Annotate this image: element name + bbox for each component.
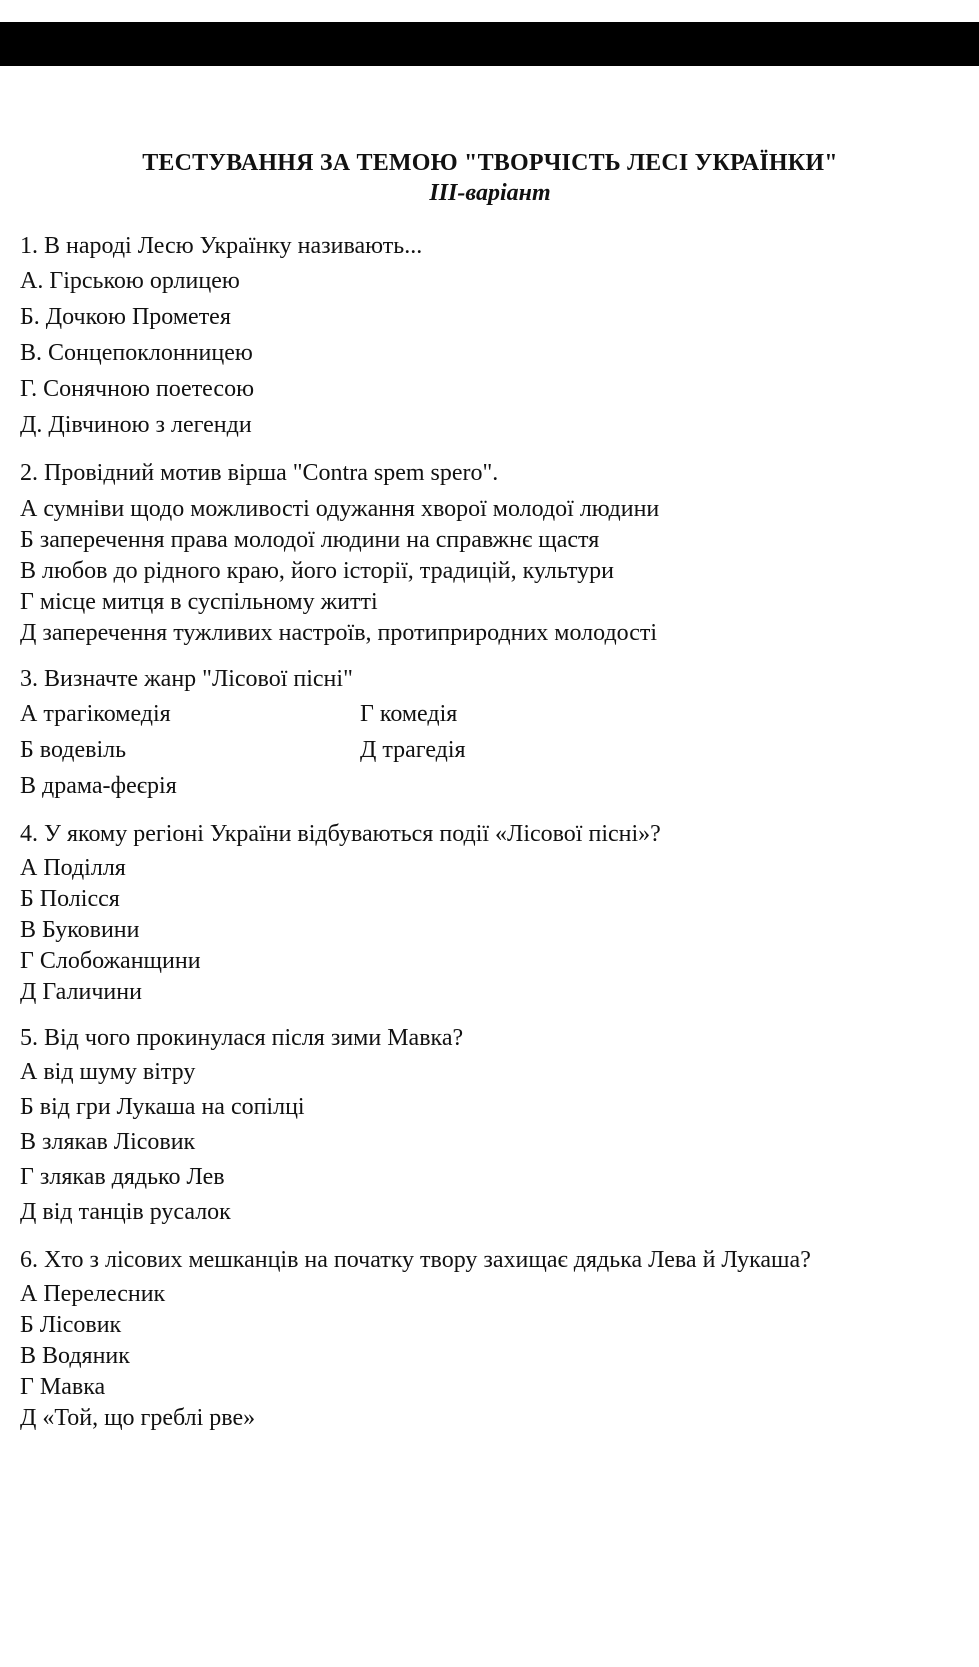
answer-option: Б заперечення права молодої людини на справжнє щастя [20,527,600,553]
answer-option: Г злякав дядько Лев [20,1164,225,1190]
answer-option: Г місце митця в суспільному житті [20,589,378,615]
question-text: 5. Від чого прокинулася після зими Мавка? [20,1025,464,1051]
question-5 [20,1022,960,1230]
answer-option: А від шуму вітру [20,1059,196,1085]
question-text: 2. Провідний мотив вірша "Contra spem spero". [20,460,499,486]
answer-option: Д Галичини [20,979,142,1005]
answer-option: Д заперечення тужливих настроїв, протиприродних молодості [20,620,658,646]
answer-option: А трагікомедія [20,701,171,727]
answer-option: В любов до рідного краю, його історії, традицій, культури [20,558,614,584]
answer-option: А. Гірською орлицею [20,268,240,294]
answer-option: А сумніви щодо можливості одужання хворої молодої людини [20,496,660,522]
answer-option: В злякав Лісовик [20,1129,196,1155]
document-variant: ІІІ-варіант [429,180,551,206]
question-text: 1. В народі Лесю Українку називають... [20,233,423,259]
answer-option: Д. Дівчиною з легенди [20,412,252,438]
answer-option: Д трагедія [360,737,466,763]
answer-option: В Водяник [20,1343,130,1369]
answer-option: Д «Той, що греблі рве» [20,1405,256,1431]
answer-option: Г комедія [360,701,458,727]
answer-option: Б. Дочкою Прометея [20,304,231,330]
question-2 [20,457,960,649]
question-4 [20,818,960,1008]
test-document [20,148,960,1448]
answer-options-grid [20,696,960,804]
answer-option: Б Полісся [20,886,120,912]
top-black-bar [0,22,979,66]
answer-option: В. Сонцепоклонницею [20,340,253,366]
answer-option: Б від гри Лукаша на сопілці [20,1094,305,1120]
question-text: 3. Визначте жанр "Лісової пісні" [20,666,353,692]
answer-option: Д від танців русалок [20,1199,231,1225]
answer-option: А Поділля [20,855,126,881]
question-text: 4. У якому регіоні України відбуваються події «Лісової пісні»? [20,821,661,847]
answer-option: Б водевіль [20,737,127,763]
answer-option: В драма-феєрія [20,773,177,799]
question-1 [20,230,960,443]
answer-option: Б Лісовик [20,1312,122,1338]
question-6 [20,1244,960,1434]
answer-option: В Буковини [20,917,140,943]
question-text: 6. Хто з лісових мешканців на початку твору захищає дядька Лева й Лукаша? [20,1247,811,1273]
answer-option: А Перелесник [20,1281,166,1307]
question-3 [20,663,960,804]
answer-option: Г Слобожанщини [20,948,201,974]
answer-option: Г Мавка [20,1374,106,1400]
answer-option: Г. Сонячною поетесою [20,376,255,402]
document-title: ТЕСТУВАННЯ ЗА ТЕМОЮ "ТВОРЧІСТЬ ЛЕСІ УКРАЇНКИ" [142,150,838,176]
